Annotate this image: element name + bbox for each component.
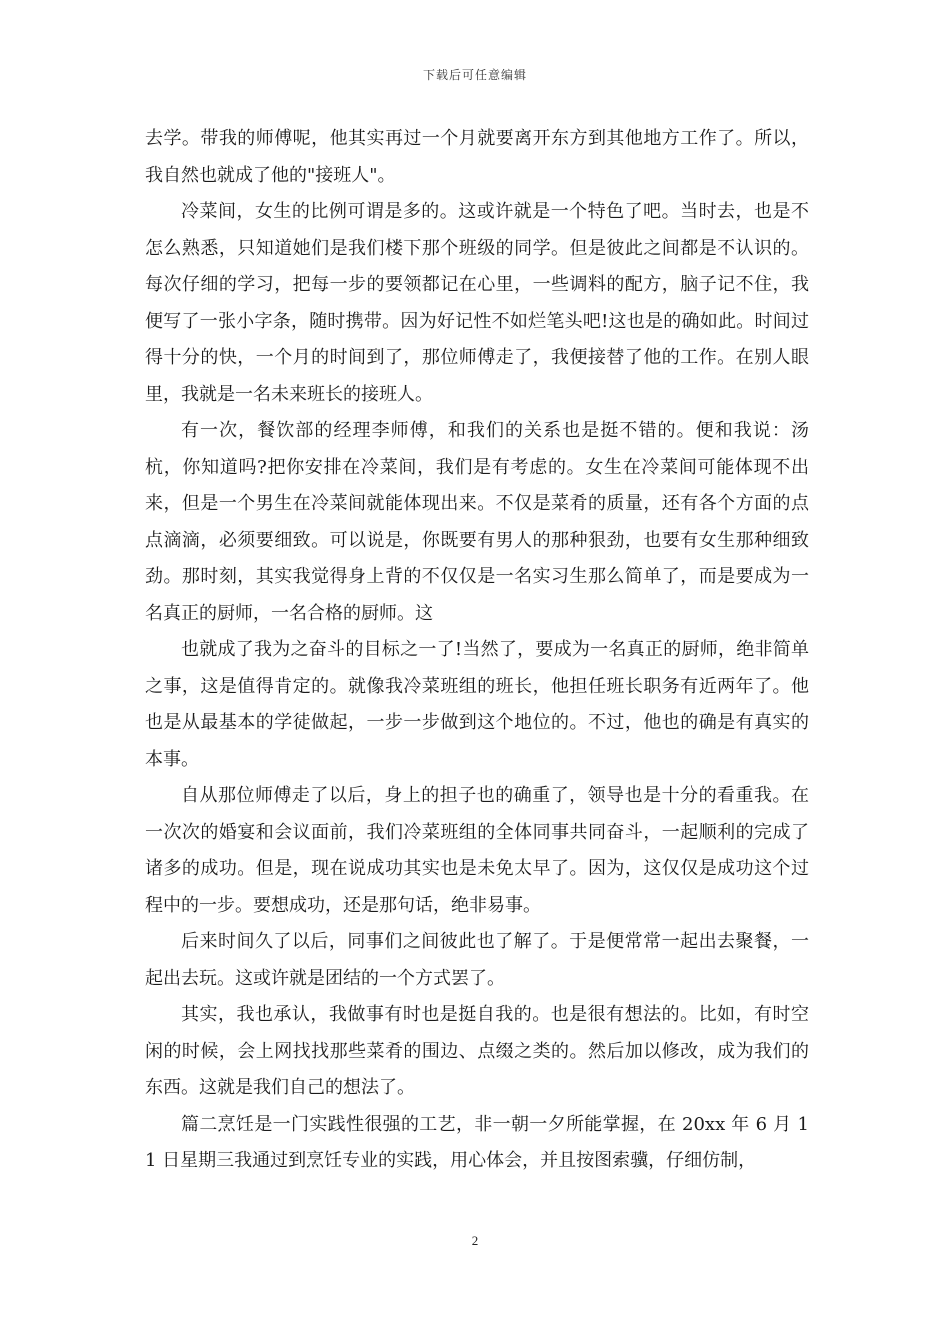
paragraph: 去学。带我的师傅呢，他其实再过一个月就要离开东方到其他地方工作了。所以，我自然也就成了他的"接班人"。 xyxy=(145,128,809,186)
page-number: 2 xyxy=(471,1233,479,1248)
paragraph: 自从那位师傅走了以后，身上的担子也的确重了，领导也是十分的看重我。在一次次的婚宴和会议面前，我们冷菜班组的全体同事共同奋斗，一起顺利的完成了诸多的成功。但是，现在说成功其实也是未免太早了。因为，这仅仅是成功这个过程中的一步。要想成功，还是那句话，绝非易事。 xyxy=(145,785,809,916)
page-header: 下载后可任意编辑 xyxy=(422,68,527,82)
paragraph: 冷菜间，女生的比例可谓是多的。这或许就是一个特色了吧。当时去，也是不怎么熟悉，只知道她们是我们楼下那个班级的同学。但是彼此之间都是不认识的。每次仔细的学习，把每一步的要领都记在心里，一些调料的配方，脑子记不住，我便写了一张小字条，随时携带。因为好记性不如烂笔头吧!这也是的确如此。时间过得十分的快，一个月的时间到了，那位师傅走了，我便接替了他的工作。在别人眼里，我就是一名未来班长的接班人。 xyxy=(145,201,809,405)
paragraph: 篇二烹饪是一门实践性很强的工艺，非一朝一夕所能掌握，在 20xx 年 6 月 11 日星期三我通过到烹饪专业的实践，用心体会，并且按图索骥，仔细仿制， xyxy=(145,1113,809,1171)
paragraph: 其实，我也承认，我做事有时也是挺自我的。也是很有想法的。比如，有时空闲的时候，会上网找找那些菜肴的围边、点缀之类的。然后加以修改，成为我们的东西。这就是我们自己的想法了。 xyxy=(145,1004,809,1098)
paragraph: 有一次，餐饮部的经理李师傅，和我们的关系也是挺不错的。便和我说：汤杭，你知道吗?把你安排在冷菜间，我们是有考虑的。女生在冷菜间可能体现不出来，但是一个男生在冷菜间就能体现出来。不仅是菜肴的质量，还有各个方面的点点滴滴，必须要细致。可以说是，你既要有男人的那种狠劲，也要有女生那种细致劲。那时刻，其实我觉得身上背的不仅仅是一名实习生那么简单了，而是要成为一名真正的厨师，一名合格的厨师。这 xyxy=(145,420,809,624)
document-body xyxy=(145,121,809,1180)
paragraph: 也就成了我为之奋斗的目标之一了!当然了，要成为一名真正的厨师，绝非简单之事，这是值得肯定的。就像我冷菜班组的班长，他担任班长职务有近两年了。他也是从最基本的学徒做起，一步一步做到这个地位的。不过，他也的确是有真实的本事。 xyxy=(145,639,809,770)
paragraph: 后来时间久了以后，同事们之间彼此也了解了。于是便常常一起出去聚餐，一起出去玩。这或许就是团结的一个方式罢了。 xyxy=(145,931,809,989)
